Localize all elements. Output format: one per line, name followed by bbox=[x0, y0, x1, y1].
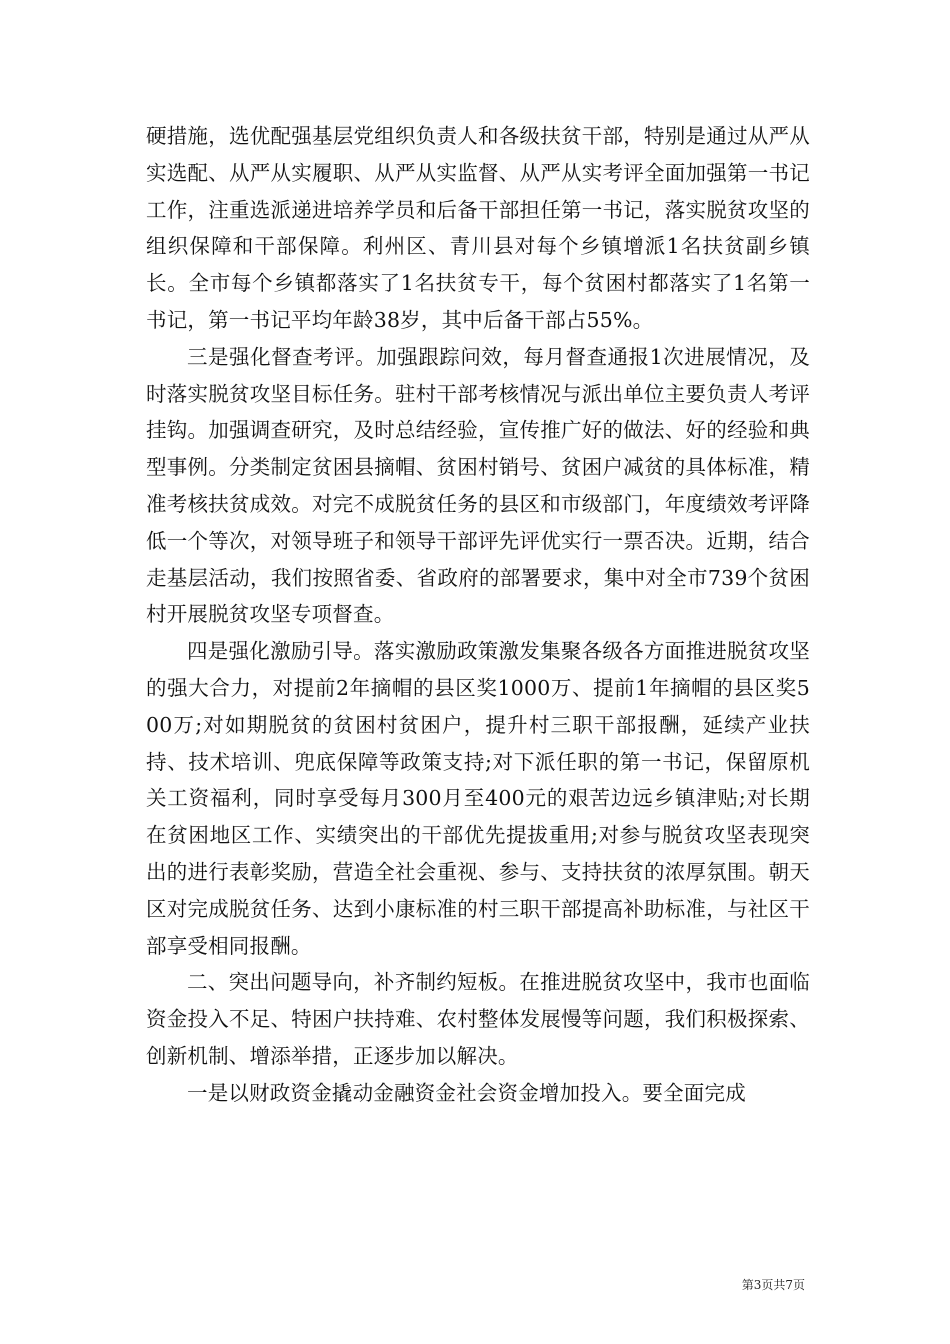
paragraph-3: 四是强化激励引导。落实激励政策激发集聚各级各方面推进脱贫攻坚的强大合力，对提前2年摘帽的县区奖1000万、提前1年摘帽的县区奖500万;对如期脱贫的贫困村贫困户，提升村三职干部报酬，延续产业扶持、技术培训、兜底保障等政策支持;对下派任职的第一书记，保留原机关工资福利，同时享受每月300月至400元的艰苦边远乡镇津贴;对长期在贫困地区工作、实绩突出的干部优先提拔重用;对参与脱贫攻坚表现突出的进行表彰奖励，营造全社会重视、参与、支持扶贫的浓厚氛围。朝天区对完成脱贫任务、达到小康标准的村三职干部提高补助标准，与社区干部享受相同报酬。 bbox=[146, 639, 810, 958]
paragraph-4: 二、突出问题导向，补齐制约短板。在推进脱贫攻坚中，我市也面临资金投入不足、特困户扶持难、农村整体发展慢等问题，我们积极探索、创新机制、增添举措，正逐步加以解决。 bbox=[146, 970, 810, 1068]
paragraph-1: 硬措施，选优配强基层党组织负责人和各级扶贫干部，特别是通过从严从实选配、从严从实履职、从严从实监督、从严从实考评全面加强第一书记工作，注重选派递进培养学员和后备干部担任第一书记，落实脱贫攻坚的组织保障和干部保障。利州区、青川县对每个乡镇增派1名扶贫副乡镇长。全市每个乡镇都落实了1名扶贫专干，每个贫困村都落实了1名第一书记，第一书记平均年龄38岁，其中后备干部占55%。 bbox=[146, 124, 810, 332]
paragraph-2: 三是强化督查考评。加强跟踪问效，每月督查通报1次进展情况，及时落实脱贫攻坚目标任务。驻村干部考核情况与派出单位主要负责人考评挂钩。加强调查研究，及时总结经验，宣传推广好的做法、好的经验和典型事例。分类制定贫困县摘帽、贫困村销号、贫困户减贫的具体标准，精准考核扶贫成效。对完不成脱贫任务的县区和市级部门，年度绩效考评降低一个等次，对领导班子和领导干部评先评优实行一票否决。近期，结合走基层活动，我们按照省委、省政府的部署要求，集中对全市739个贫困村开展脱贫攻坚专项督查。 bbox=[146, 344, 810, 627]
paragraph-5: 一是以财政资金撬动金融资金社会资金增加投入。要全面完成 bbox=[187, 1080, 746, 1105]
page-number-footer: 第3页共7页 bbox=[741, 1278, 805, 1292]
document-body bbox=[146, 118, 810, 1112]
